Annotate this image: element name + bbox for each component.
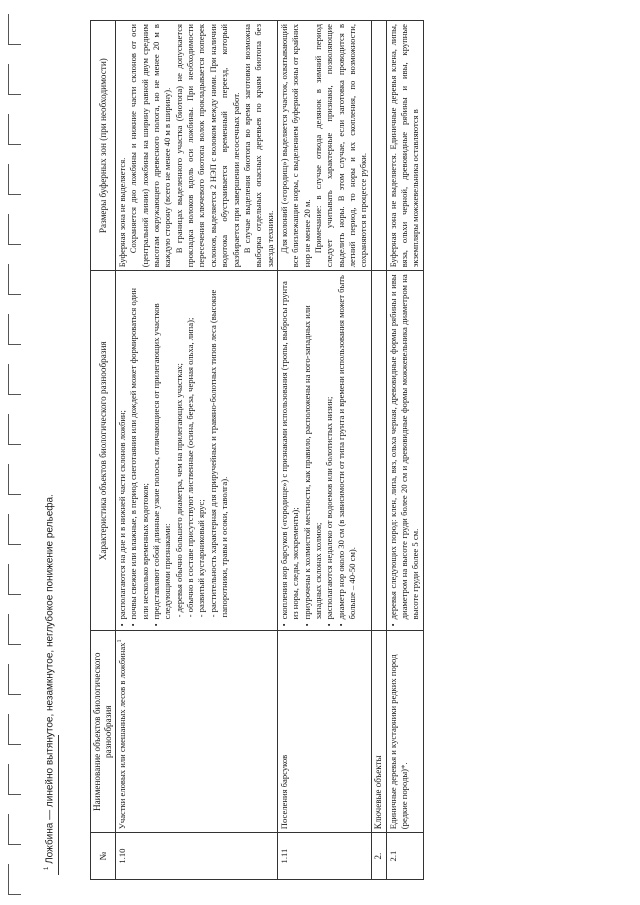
section-title: Ключевые объекты xyxy=(371,631,386,833)
header-num: № xyxy=(91,833,116,880)
buffer-paragraph: В случае выделения биотопа во время заготовки возможна выборка отдельных опасных деревьев по краям биотопа без заезда техники. xyxy=(241,24,275,268)
list-item: • располагаются недалеко от водоемов или болотистых низин; xyxy=(324,274,335,619)
row-name-text: Участки еловых или смешанных лесов в ложбинах xyxy=(117,642,128,830)
list-item: • скопления нор барсуков («городище») с признаками использования (тропы, выбросы грунта из норы, следы, экскременты); xyxy=(279,274,302,619)
list-item: • деревья следующих пород: клен, липа, вяз, ольха черная, древовидные формы рябины и ивы диаметром на высоте груди более 20 см и древовидные формы можжевельника диаметром на высоте груди более 5 см. xyxy=(388,274,422,619)
buffer-paragraph: В границах выделенного участка (биотопа) не допускается прокладка волоков вдоль оси ложбины. При необходимости пересечения ключевого биотопа волок прокладывается поперек склонов, выделяется 2 НЭП с волоком между ними. При наличии водотока обустраивается временный переезд, который разбирается при завершении лесосечных работ. xyxy=(173,24,241,268)
header-name: Наименование объектов биологического разнообразия xyxy=(91,631,116,833)
list-item: • диаметр нор около 30 см (в зависимости от типа грунта и времени использования может быть больше – 40-50 см). xyxy=(336,274,359,619)
list-item: • представляют собой длинные узкие полосы, отличающиеся от прилегающих участков следующими признаками: xyxy=(151,274,174,619)
list-item: • почвы свежие или влажные, в период снеготаяния или дождей может формироваться один или несколько временных водотоков; xyxy=(128,274,151,619)
row-num: 1.10 xyxy=(116,833,278,880)
row-name: Единичные деревья и кустарники редких пород (редкие породы)*. xyxy=(386,631,423,833)
footnote xyxy=(44,110,58,870)
sub-item: - деревья обычно большего диаметра, чем на прилегающих участках; xyxy=(173,363,184,618)
list-item: • приурочены к холмистой местности, как правило, расположены на юго-западных или западных склонах холмов; xyxy=(302,274,325,619)
footnote-separator xyxy=(58,735,59,875)
section-empty xyxy=(371,271,386,631)
row-name xyxy=(116,631,278,833)
section-num: 2. xyxy=(371,833,386,880)
row-num: 2.1 xyxy=(386,833,423,880)
buffer-paragraph: Буферная зона не выделяется. xyxy=(117,157,128,268)
list-item: • располагаются на дне и в нижней части склонов ложбин; xyxy=(117,274,128,619)
row-characteristic xyxy=(277,271,371,631)
table-row xyxy=(277,21,371,880)
row-buffer xyxy=(277,21,371,271)
buffer-paragraph: Примечание: в случае отвода делянок в зимний период следует учитывать характерные признаки, позволяющие выделить норы. В этом случае, если заготовка проводится в летний период, то норы и их скопления, по возможности, сохраняются в процессе рубки. xyxy=(312,24,369,268)
section-empty xyxy=(371,21,386,271)
header-characteristic: Характеристика объектов биологического разнообразия xyxy=(91,271,116,631)
buffer-paragraph: Для колоний («городищ») выделяется участок, охватывающий все близлежащие норы, с выделением буферной зоны от крайних нор не менее 20 м. xyxy=(278,24,312,268)
header-buffer: Размеры буферных зон (при необходимости) xyxy=(91,21,116,271)
row-characteristic xyxy=(116,271,278,631)
table-row xyxy=(116,21,278,880)
row-characteristic xyxy=(386,271,423,631)
biodiversity-table xyxy=(90,20,424,880)
row-buffer: Буферная зона не выделяется. Единичные деревья клена, липы, вяза, ольхи черной, древовидные рябины и ивы, крупные экземпляры можжевельника оставляются в xyxy=(386,21,423,271)
sub-item: - обычно в составе присутствуют лиственные (осина, береза, черная ольха, липа); xyxy=(185,317,196,618)
row-num: 1.11 xyxy=(277,833,371,880)
rotated-page xyxy=(90,20,610,880)
footnote-text: Ложбина — линейно вытянутое, незамкнутое, неглубокое понижение рельефа. xyxy=(44,494,56,864)
sub-item: - развитый кустарниковый ярус; xyxy=(196,499,207,618)
row-buffer xyxy=(116,21,278,271)
buffer-paragraph: Сохраняется дно ложбины и нижние части склонов от оси (центральной линии) ложбины на ширину равной двум средним высотам окружающего древесного полога, но не менее 20 м в каждую сторону (всего не менее 40 м в ширину). xyxy=(128,24,173,268)
section-row xyxy=(371,21,386,880)
row-name: Поселения барсуков xyxy=(277,631,371,833)
table-header-row xyxy=(91,21,116,880)
sub-item: - растительность характерная для приручейных и травяно-болотных типов леса (высокие папоротники, травы и осоки, таволга). xyxy=(207,289,230,618)
table-row xyxy=(386,21,423,880)
binder-marks xyxy=(0,0,28,905)
footnote-sup: 1 xyxy=(44,866,50,870)
row-name-sup: 1 xyxy=(117,639,124,643)
